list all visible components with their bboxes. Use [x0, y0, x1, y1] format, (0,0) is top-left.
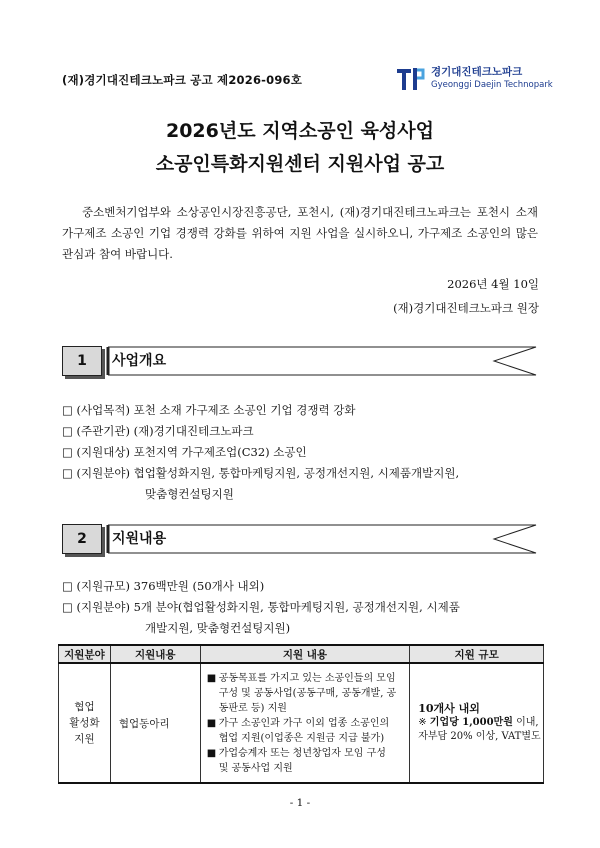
table-header-area: 지원분야	[59, 645, 111, 663]
section-banner-shape	[106, 524, 538, 554]
page-number: - 1 -	[289, 797, 311, 809]
table-header-program: 지원내용	[110, 645, 200, 663]
section-header-1	[62, 346, 538, 376]
square-bullet-icon: ■	[206, 747, 217, 759]
section-header-2	[62, 524, 538, 554]
content-bullet	[207, 716, 404, 746]
section-banner-shape	[106, 346, 538, 376]
content-bullet	[207, 746, 404, 776]
section-title: 사업개요	[112, 353, 167, 369]
scale-condition: 자부담 20% 이상, VAT별도	[418, 731, 541, 742]
table-cell-content	[200, 663, 410, 783]
table-cell-area	[59, 663, 111, 783]
table-header-row	[59, 645, 544, 663]
bullet-text: 구성 및 공동사업(공동구매, 공동개발, 공	[218, 687, 397, 699]
signature-line: (재)경기대진테크노파크 원장	[393, 301, 539, 315]
bullet-text: 가업승계자 또는 청년창업자 모임 구성	[218, 747, 386, 759]
table-cell-program: 협업동아리	[110, 663, 200, 783]
support-item-scale: □ (지원규모) 376백만원 (50개사 내외)	[62, 579, 265, 593]
area-line: 지원	[74, 733, 95, 745]
content-bullet	[207, 671, 404, 716]
section-title: 지원내용	[112, 531, 167, 547]
document-title-line2: 소공인특화지원센터 지원사업 공고	[155, 153, 445, 175]
overview-item-purpose: □ (사업목적) 포천 소재 가구제조 소공인 기업 경쟁력 강화	[62, 403, 356, 417]
intro-paragraph: 중소벤처기업부와 소상공인시장진흥공단, 포천시, (재)경기대진테크노파크는 포천시 소재 가구제조 소공인 기업 경쟁력 강화를 위하여 지원 사업을 실시하오니, 가구제조 소공인의 많은 관심과 참여 바랍니다.	[62, 205, 538, 261]
logo-english-name: Gyeonggi Daejin Technopark	[431, 80, 553, 90]
square-bullet-icon: ■	[206, 717, 217, 729]
support-table	[58, 644, 544, 784]
overview-item-fields: □ (지원분야) 협업활성화지원, 통합마케팅지원, 공정개선지원, 시제품개발지원,	[62, 466, 460, 480]
table-header-content: 지원 내용	[200, 645, 410, 663]
section-number: 2	[62, 524, 102, 554]
bullet-text: 공동목표를 가지고 있는 소공인들의 모임	[218, 672, 396, 684]
notice-number: (재)경기대진테크노파크 공고 제2026-096호	[62, 73, 303, 87]
scale-count: 10개사 내외	[418, 702, 480, 715]
support-item-fields: □ (지원분야) 5개 분야(협업활성화지원, 통합마케팅지원, 공정개선지원, 시제품	[62, 600, 460, 614]
logo-korean-name: 경기대진테크노파크	[431, 66, 523, 78]
technopark-logo-icon	[396, 66, 426, 92]
document-title-line1: 2026년도 지역소공인 육성사업	[165, 120, 434, 142]
scale-amount: 기업당 1,000만원	[429, 717, 513, 728]
note-mark: ※	[418, 717, 430, 728]
area-line: 활성화	[69, 717, 100, 729]
bullet-text: 및 공동사업 지원	[218, 762, 293, 774]
overview-item-host: □ (주관기관) (재)경기대진테크노파크	[62, 424, 254, 438]
table-row	[59, 663, 544, 783]
overview-item-fields-cont: 맞춤형컨설팅지원	[145, 487, 234, 501]
scale-note	[418, 716, 543, 730]
table-header-scale: 지원 규모	[410, 645, 544, 663]
bullet-text: 가구 소공인과 가구 이외 업종 소공인의	[218, 717, 390, 729]
announcement-date: 2026년 4월 10일	[447, 277, 539, 291]
bullet-text: 동판로 등) 지원	[218, 702, 287, 714]
support-item-fields-cont: 개발지원, 맞춤형컨설팅지원)	[145, 621, 291, 635]
organization-logo	[396, 66, 553, 92]
square-bullet-icon: ■	[206, 672, 217, 684]
area-line: 협업	[74, 701, 95, 713]
bullet-text: 협업 지원(이업종은 지원금 지급 불가)	[218, 732, 385, 744]
scale-note-rest: 이내,	[512, 717, 539, 728]
table-cell-scale	[410, 663, 544, 783]
overview-item-target: □ (지원대상) 포천지역 가구제조업(C32) 소공인	[62, 445, 307, 459]
section-number: 1	[62, 346, 102, 376]
